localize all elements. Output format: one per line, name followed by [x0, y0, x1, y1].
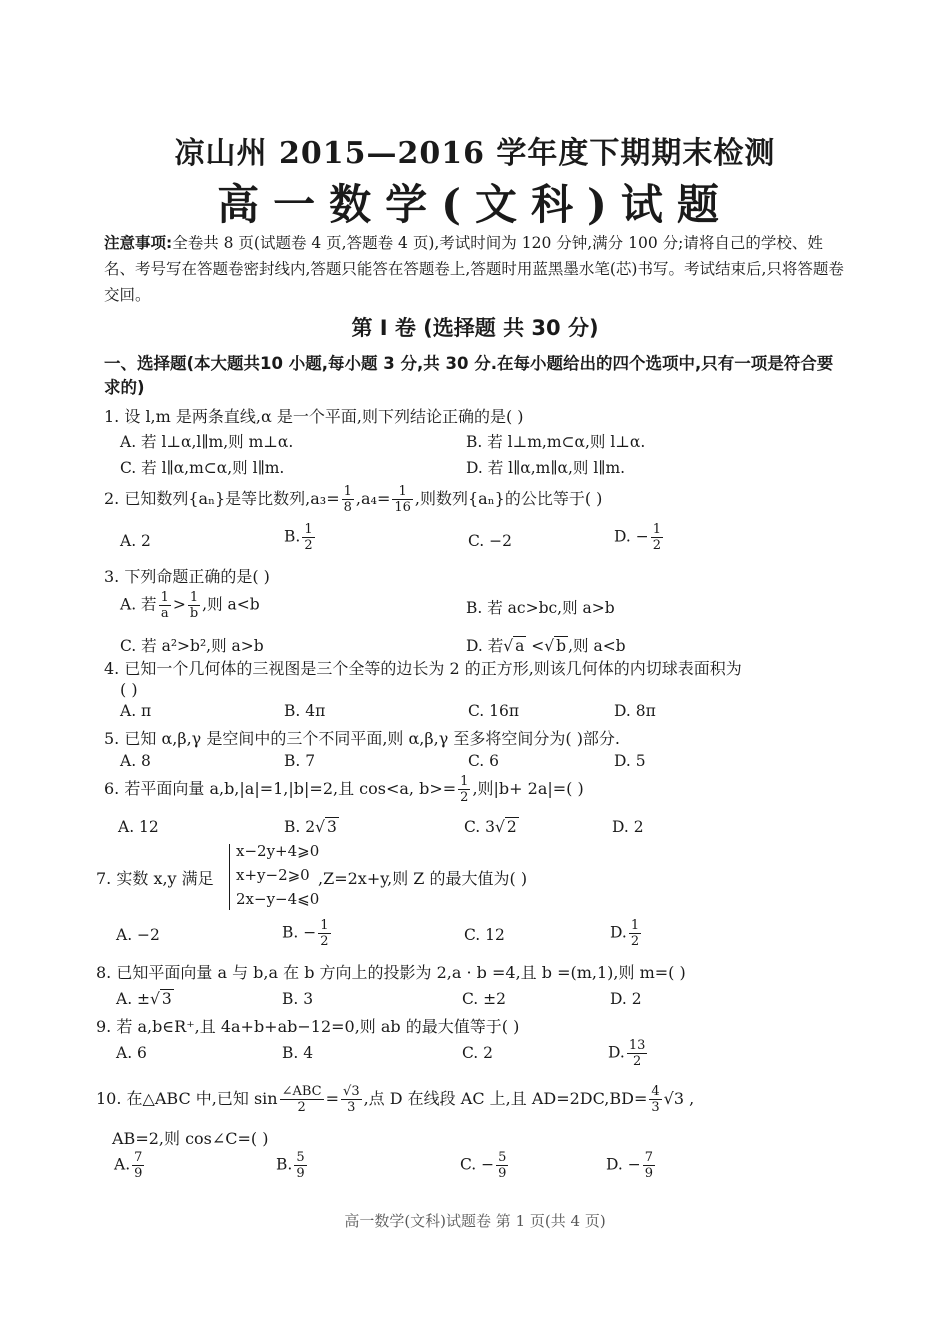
- q9-option-b: B. 4: [282, 1044, 314, 1062]
- q4-option-a: A. π: [120, 702, 152, 720]
- q4-answer-paren: ( ): [120, 680, 138, 699]
- exam-title: 高一数学(文科)试题: [217, 180, 733, 229]
- q5-option-c: C. 6: [468, 752, 500, 770]
- q4-option-b: B. 4π: [284, 702, 326, 720]
- q4-option-c: C. 16π: [468, 702, 520, 720]
- q9-option-d: D. $\frac{13}{2}$: [608, 1038, 646, 1069]
- q10-option-a: A. $\frac{7}{9}$: [114, 1150, 143, 1181]
- section-title: 第 I 卷 (选择题 共 30 分): [351, 316, 599, 340]
- q7-constraint-2: x+y−2⩾0: [236, 866, 310, 884]
- question-4-stem: 4. 已知一个几何体的三视图是三个全等的边长为 2 的正方形,则该几何体的内切球表面积为: [104, 659, 742, 678]
- notice-label: 注意事项:: [104, 234, 173, 252]
- q7-constraint-1: x−2y+4⩾0: [236, 842, 320, 860]
- question-6-stem: 6. 若平面向量 a,b,|a|=1,|b|=2,且 cos<a, b>= $\frac{1}{2}$ ,则|b+ 2a|=( ): [104, 774, 584, 805]
- q2-text-mid: ,a₄=: [355, 489, 391, 508]
- q7-constraint-3: 2x−y−4⩽0: [236, 890, 320, 908]
- question-7-stem-post: ,Z=2x+y,则 Z 的最大值为( ): [318, 869, 528, 888]
- q4-option-d: D. 8π: [614, 702, 656, 720]
- q7-system-brace: [229, 844, 236, 910]
- q7-option-b: B. − $\frac{1}{2}$: [282, 918, 329, 949]
- q3-option-a: A. 若 $\frac{1}{a}$ > $\frac{1}{b}$ ,则 a<b: [120, 590, 260, 621]
- q9-option-a: A. 6: [116, 1044, 147, 1062]
- q2-option-c: C. −2: [468, 532, 513, 550]
- q10-option-b: B. $\frac{5}{9}$: [276, 1150, 305, 1181]
- q8-option-a: A. ±√ 3: [116, 990, 172, 1008]
- notice-block: [104, 230, 849, 308]
- q8-option-c: C. ±2: [462, 990, 507, 1008]
- q6-option-a: A. 12: [118, 818, 159, 836]
- question-1-stem: 1. 设 l,m 是两条直线,α 是一个平面,则下列结论正确的是( ): [104, 407, 524, 426]
- question-3-stem: 3. 下列命题正确的是( ): [104, 567, 270, 586]
- page-footer: 高一数学(文科)试题卷 第 1 页(共 4 页): [344, 1212, 606, 1230]
- question-10-stem: 10. 在△ABC 中,已知 sin $\frac{\text{∠ABC}}{2}$ = $\frac{√3}{3}$ ,点 D 在线段 AC 上,且 AD=2DC,BD= $\frac{4}{3}$ √3 ,: [96, 1084, 695, 1115]
- question-7-stem-pre: 7. 实数 x,y 满足: [96, 869, 214, 888]
- q7-option-c: C. 12: [464, 926, 505, 944]
- q3-option-c: C. 若 a²>b²,则 a>b: [120, 637, 264, 655]
- q2-option-a: A. 2: [120, 532, 151, 550]
- q2-text-pre: 2. 已知数列{aₙ}是等比数列,a₃=: [104, 489, 340, 508]
- notice-text: 全卷共 8 页(试题卷 4 页,答题卷 4 页),考试时间为 120 分钟,满分 100 分;请将自己的学校、姓名、考号写在答题卷密封线内,答题只能答在答题卷上,答题时用蓝黑墨水笔(芯)书写。考试结束后,只将答题卷交回。: [104, 234, 844, 304]
- q5-option-a: A. 8: [120, 752, 151, 770]
- q2-fraction-a4: $\frac{1}{16}$: [394, 484, 411, 515]
- q8-option-d: D. 2: [610, 990, 642, 1008]
- q5-option-d: D. 5: [614, 752, 646, 770]
- q10-option-c: C. − $\frac{5}{9}$: [460, 1150, 507, 1181]
- q2-text-post: ,则数列{aₙ}的公比等于( ): [414, 489, 603, 508]
- q6-option-b: B. 2√ 3: [284, 818, 337, 836]
- q9-option-c: C. 2: [462, 1044, 494, 1062]
- question-2-stem: [104, 484, 602, 515]
- q3-option-b: B. 若 ac>bc,则 a>b: [466, 599, 615, 617]
- q7-option-a: A. −2: [116, 926, 160, 944]
- q1-option-d: D. 若 l∥α,m∥α,则 l∥m.: [466, 459, 626, 477]
- q6-option-c: C. 3√ 2: [464, 818, 517, 836]
- q7-option-d: D. $\frac{1}{2}$: [610, 918, 640, 949]
- q1-option-a: A. 若 l⊥α,l∥m,则 m⊥α.: [120, 433, 294, 451]
- q10-option-d: D. − $\frac{7}{9}$: [606, 1150, 653, 1181]
- q1-option-b: B. 若 l⊥m,m⊂α,则 l⊥α.: [466, 433, 646, 451]
- part-instructions: 一、选择题(本大题共10 小题,每小题 3 分,共 30 分.在每小题给出的四个选项中,只有一项是符合要求的): [104, 354, 834, 397]
- q2-option-b: B. $\frac{1}{2}$: [284, 522, 313, 553]
- q1-option-c: C. 若 l∥α,m⊂α,则 l∥m.: [120, 459, 285, 477]
- q6-option-d: D. 2: [612, 818, 644, 836]
- q8-option-b: B. 3: [282, 990, 314, 1008]
- question-10-line2: AB=2,则 cos∠C=( ): [112, 1129, 269, 1148]
- q5-option-b: B. 7: [284, 752, 316, 770]
- question-8-stem: 8. 已知平面向量 a 与 b,a 在 b 方向上的投影为 2,a · b =4,且 b =(m,1),则 m=( ): [96, 963, 686, 982]
- exam-header-line1: 凉山州 2015—2016 学年度下期期末检测: [174, 136, 776, 171]
- q2-option-d: D. − $\frac{1}{2}$: [614, 522, 661, 553]
- q3-option-d: D. 若√ a <√ b ,则 a<b: [466, 637, 626, 655]
- question-9-stem: 9. 若 a,b∈R⁺,且 4a+b+ab−12=0,则 ab 的最大值等于( ): [96, 1017, 520, 1036]
- question-5-stem: 5. 已知 α,β,γ 是空间中的三个不同平面,则 α,β,γ 至多将空间分为( )部分.: [104, 729, 621, 748]
- q2-fraction-a3: $\frac{1}{8}$: [343, 484, 352, 515]
